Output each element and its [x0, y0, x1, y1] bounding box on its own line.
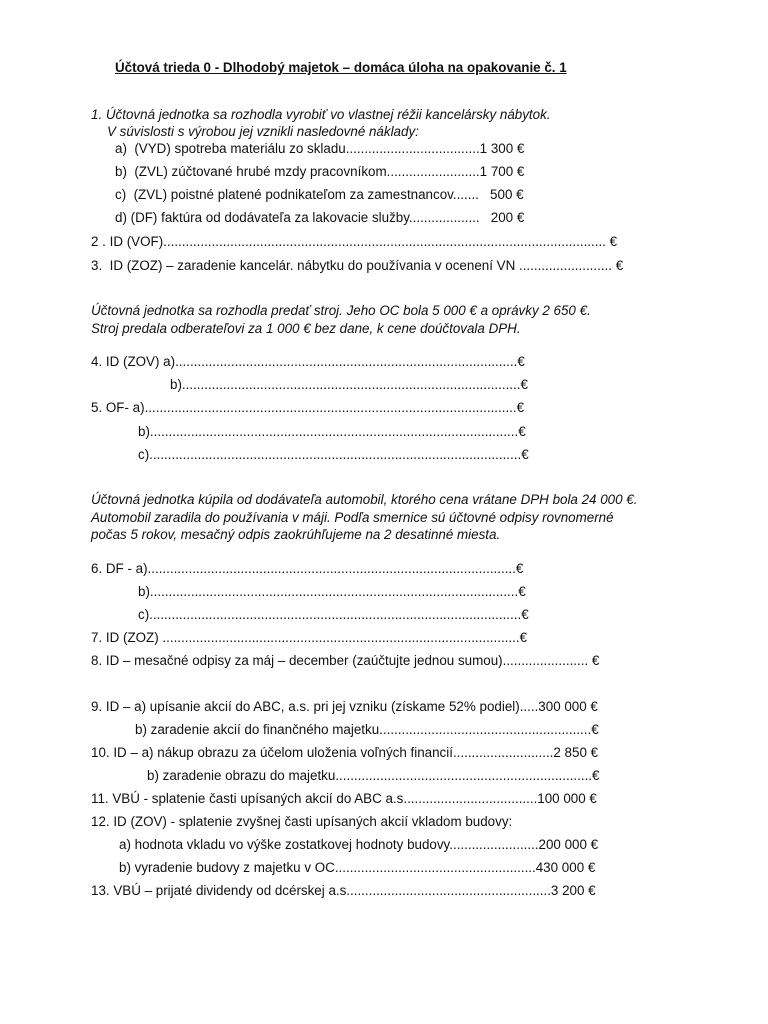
car-intro-line2: Automobil zaradila do používania v máji. Podľa smernice sú účtovné odpisy rovnomerné — [91, 510, 614, 525]
task8-line: 8. ID – mesačné odpisy za máj – december (zaúčtujte jednou sumou)....................... € — [91, 653, 600, 668]
task6a-line: 6. DF - a)...................................................................................................€ — [91, 561, 524, 576]
task1-item-c: c) (ZVL) poistné platené podnikateľom za zamestnancov....... 500 € — [115, 187, 524, 202]
task3-line: 3. ID (ZOZ) – zaradenie kancelár. nábytku do používania v ocenení VN ......................... € — [91, 258, 624, 273]
task5a-line: 5. OF- a)....................................................................................................€ — [91, 400, 525, 415]
task1-item-b: b) (ZVL) zúčtované hrubé mzdy pracovníkom.........................1 700 € — [115, 164, 525, 179]
task4b-line: b)...........................................................................................€ — [170, 377, 528, 392]
task9b-line: b) zaradenie akcií do finančného majetku.........................................................€ — [135, 722, 599, 737]
task4a-line: 4. ID (ZOV) a)............................................................................................€ — [91, 354, 525, 369]
task6b-line: b)...................................................................................................€ — [138, 584, 526, 599]
car-intro-line1: Účtovná jednotka kúpila od dodávateľa automobil, ktorého cena vrátane DPH bola 24 000 €. — [91, 492, 638, 507]
task13-line: 13. VBÚ – prijaté dividendy od dcérskej a.s.......................................................3 200 € — [91, 883, 596, 898]
machine-intro-line2: Stroj predala odberateľovi za 1 000 € bez dane, k cene doúčtovala DPH. — [91, 321, 521, 336]
task5c-line: c)....................................................................................................€ — [138, 447, 529, 462]
page-title: Účtová trieda 0 - Dlhodobý majetok – domáca úloha na opakovanie č. 1 — [115, 60, 567, 75]
task10a-line: 10. ID – a) nákup obrazu za účelom uloženia voľných financií...........................2 850 € — [91, 745, 599, 760]
task1-intro-line1: 1. Účtovná jednotka sa rozhodla vyrobiť vo vlastnej réžii kancelársky nábytok. — [91, 107, 551, 122]
task7-line: 7. ID (ZOZ) ................................................................................................€ — [91, 630, 528, 645]
task6c-line: c)....................................................................................................€ — [138, 607, 529, 622]
task2-line: 2 . ID (VOF)....................................................................................................................... € — [91, 234, 618, 249]
task5b-line: b)...................................................................................................€ — [138, 424, 526, 439]
task12b-line: b) vyradenie budovy z majetku v OC......................................................430 000 € — [119, 860, 596, 875]
task1-item-d: d) (DF) faktúra od dodávateľa za lakovacie služby................... 200 € — [115, 210, 525, 225]
machine-intro-line1: Účtovná jednotka sa rozhodla predať stroj. Jeho OC bola 5 000 € a oprávky 2 650 €. — [91, 303, 591, 318]
car-intro-line3: počas 5 rokov, mesačný odpis zaokrúhľujeme na 2 desatinné miesta. — [91, 527, 501, 542]
task12-line: 12. ID (ZOV) - splatenie zvyšnej časti upísaných akcií vkladom budovy: — [91, 814, 513, 829]
task1-intro-line2: V súvislosti s výrobou jej vznikli nasledovné náklady: — [107, 124, 419, 139]
task10b-line: b) zaradenie obrazu do majetku.....................................................................€ — [147, 768, 600, 783]
task9a-line: 9. ID – a) upísanie akcií do ABC, a.s. pri jej vzniku (získame 52% podiel).....300 000 € — [91, 699, 598, 714]
task12a-line: a) hodnota vkladu vo výške zostatkovej hodnoty budovy........................200 000 € — [119, 837, 599, 852]
task1-item-a: a) (VYD) spotreba materiálu zo skladu....................................1 300 € — [115, 141, 525, 156]
task11-line: 11. VBÚ - splatenie časti upísaných akcií do ABC a.s....................................100 000 € — [91, 791, 597, 806]
